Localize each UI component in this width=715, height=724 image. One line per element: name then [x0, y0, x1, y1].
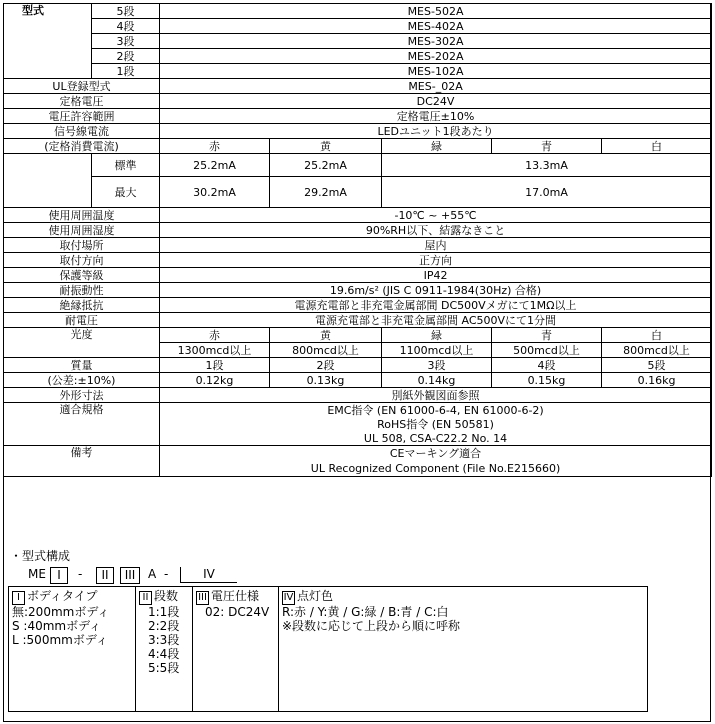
standards-line: RoHS指令 (EN 50581)	[160, 417, 712, 431]
spec-row	[4, 208, 712, 223]
row-label: 使用周囲温度	[4, 208, 160, 223]
row-label: 外形寸法	[4, 388, 160, 403]
formula-dash: -	[164, 567, 169, 581]
mass-value: 0.12kg	[160, 373, 270, 388]
legend-item: 5:5段	[148, 661, 180, 675]
row-label: 耐振動性	[4, 283, 160, 298]
mass-value: 0.13kg	[270, 373, 382, 388]
spec-row	[4, 298, 712, 313]
remarks-line: UL Recognized Component (File No.E215660)	[160, 460, 712, 477]
legend-title: ボディタイプ	[27, 589, 98, 603]
current-value: 30.2mA	[160, 177, 270, 208]
standards-line: EMC指令 (EN 61000-6-4, EN 61000-6-2)	[160, 403, 712, 418]
remarks-row	[4, 446, 712, 461]
signal-standard-row	[4, 154, 712, 177]
legend-light-color	[278, 586, 648, 712]
row-label: 電圧許容範囲	[4, 109, 160, 124]
mass-value: 0.16kg	[602, 373, 712, 388]
spec-row	[4, 268, 712, 283]
row-value: 屋内	[160, 238, 712, 253]
row-value: -10℃ ~ +55℃	[160, 208, 712, 223]
legend-item: 4:4段	[148, 647, 180, 661]
signal-color-row	[4, 139, 712, 154]
stage-cell: 2段	[92, 49, 160, 64]
row-label: 備考	[4, 446, 160, 477]
stage-cell: 4段	[92, 19, 160, 34]
standards-row	[4, 403, 712, 418]
legend-number: I	[12, 591, 25, 605]
mass-value: 0.14kg	[382, 373, 492, 388]
mass-stage: 4段	[492, 358, 602, 373]
legend-body-type	[8, 586, 135, 712]
color-header: 白	[602, 328, 712, 343]
legend-title: 点灯色	[297, 589, 334, 603]
model-row	[4, 64, 712, 79]
mass-stage: 3段	[382, 358, 492, 373]
color-header: 黄	[270, 328, 382, 343]
color-header: 青	[492, 328, 602, 343]
voltage-range-row	[4, 109, 712, 124]
model-cell: MES-502A	[160, 4, 712, 19]
current-value: 25.2mA	[270, 154, 382, 177]
color-header: 赤	[160, 328, 270, 343]
model-label: 型式	[4, 4, 92, 79]
color-header: 緑	[382, 139, 492, 154]
model-row	[4, 4, 712, 19]
signal-current-row	[4, 124, 712, 139]
row-value: LEDユニット1段あたり	[160, 124, 712, 139]
mass-stage: 2段	[270, 358, 382, 373]
formula-a: A	[148, 567, 157, 581]
row-label: 適合規格	[4, 403, 160, 446]
model-config-title: ・型式構成	[10, 549, 71, 563]
stage-cell: 1段	[92, 64, 160, 79]
model-row	[4, 49, 712, 64]
blank-cell	[4, 154, 92, 208]
model-cell: MES-402A	[160, 19, 712, 34]
legend-number: II	[139, 591, 152, 605]
model-config-section	[4, 527, 708, 721]
row-label: 使用周囲湿度	[4, 223, 160, 238]
spec-row	[4, 313, 712, 328]
row-value: 定格電圧±10%	[160, 109, 712, 124]
spec-table	[3, 3, 712, 477]
current-value: 25.2mA	[160, 154, 270, 177]
row-value: 19.6m/s² (JIS C 0911-1984(30Hz) 合格)	[160, 283, 712, 298]
color-header: 黄	[270, 139, 382, 154]
model-cell: MES-202A	[160, 49, 712, 64]
row-value: 90%RH以下、結露なきこと	[160, 223, 712, 238]
standards-line: UL 508, CSA-C22.2 No. 14	[160, 431, 712, 446]
legend-number: III	[196, 591, 209, 605]
mass-value-row	[4, 373, 712, 388]
legend-title: 段数	[154, 589, 179, 603]
luminous-value: 800mcd以上	[270, 343, 382, 358]
row-label: (定格消費電流)	[4, 139, 160, 154]
legend-title: 電圧仕様	[211, 589, 260, 603]
remarks-line: CEマーキング適合	[160, 446, 712, 461]
row-value: 電源充電部と非充電金属部間 AC500Vにて1分間	[160, 313, 712, 328]
formula-box-4: IV	[180, 567, 237, 583]
row-label: 定格電圧	[4, 94, 160, 109]
row-value: IP42	[160, 268, 712, 283]
current-value: 29.2mA	[270, 177, 382, 208]
luminous-value: 500mcd以上	[492, 343, 602, 358]
formula-prefix: ME	[28, 567, 46, 581]
max-label: 最大	[92, 177, 160, 208]
legend-item: 02: DC24V	[205, 605, 270, 619]
legend-item: S :40mmボディ	[12, 619, 102, 633]
formula-box-3: III	[120, 567, 140, 584]
row-value: 別紙外観図面参照	[160, 388, 712, 403]
color-header: 白	[602, 139, 712, 154]
signal-max-row	[4, 177, 712, 208]
row-label: 取付場所	[4, 238, 160, 253]
mass-value: 0.15kg	[492, 373, 602, 388]
spec-row	[4, 283, 712, 298]
spec-row	[4, 223, 712, 238]
ul-model-row	[4, 79, 712, 94]
row-value: DC24V	[160, 94, 712, 109]
row-label: 光度	[4, 328, 160, 358]
color-header: 緑	[382, 328, 492, 343]
luminous-value: 1300mcd以上	[160, 343, 270, 358]
luminous-color-row	[4, 328, 712, 343]
row-label: 信号線電流	[4, 124, 160, 139]
color-header: 青	[492, 139, 602, 154]
spec-row	[4, 238, 712, 253]
dimensions-row	[4, 388, 712, 403]
legend-item: R:赤 / Y:黄 / G:緑 / B:青 / C:白	[282, 605, 449, 619]
model-cell: MES-102A	[160, 64, 712, 79]
current-value: 17.0mA	[382, 177, 712, 208]
model-row	[4, 34, 712, 49]
row-label: UL登録型式	[4, 79, 160, 94]
stage-cell: 5段	[92, 4, 160, 19]
legend-item: 1:1段	[148, 605, 180, 619]
rated-voltage-row	[4, 94, 712, 109]
row-value: MES-_02A	[160, 79, 712, 94]
formula-dash: -	[78, 567, 83, 581]
legend-number: IV	[283, 592, 294, 603]
formula-box-1: I	[50, 567, 68, 584]
legend-item: 2:2段	[148, 619, 180, 633]
row-label: 絶縁抵抗	[4, 298, 160, 313]
legend-item: ※段数に応じて上段から順に呼称	[282, 619, 461, 633]
mass-stage: 1段	[160, 358, 270, 373]
standard-label: 標準	[92, 154, 160, 177]
row-label: 耐電圧	[4, 313, 160, 328]
legend-item: L :500mmボディ	[12, 633, 108, 647]
formula-box-2: II	[96, 567, 114, 584]
mass-stage-row	[4, 358, 712, 373]
legend-item: 無:200mmボディ	[12, 605, 110, 619]
mass-stage: 5段	[602, 358, 712, 373]
row-value: 正方向	[160, 253, 712, 268]
row-label: 質量	[4, 358, 160, 373]
row-label: (公差:±10%)	[4, 373, 160, 388]
legend-item: 3:3段	[148, 633, 180, 647]
current-value: 13.3mA	[382, 154, 712, 177]
legend-stage-count	[135, 586, 192, 712]
row-value: 電源充電部と非充電金属部間 DC500Vメガにて1MΩ以上	[160, 298, 712, 313]
luminous-value: 1100mcd以上	[382, 343, 492, 358]
row-label: 取付方向	[4, 253, 160, 268]
color-header: 赤	[160, 139, 270, 154]
row-label: 保護等級	[4, 268, 160, 283]
spec-row	[4, 253, 712, 268]
model-cell: MES-302A	[160, 34, 712, 49]
luminous-value: 800mcd以上	[602, 343, 712, 358]
stage-cell: 3段	[92, 34, 160, 49]
model-row	[4, 19, 712, 34]
legend-voltage-spec	[192, 586, 278, 712]
